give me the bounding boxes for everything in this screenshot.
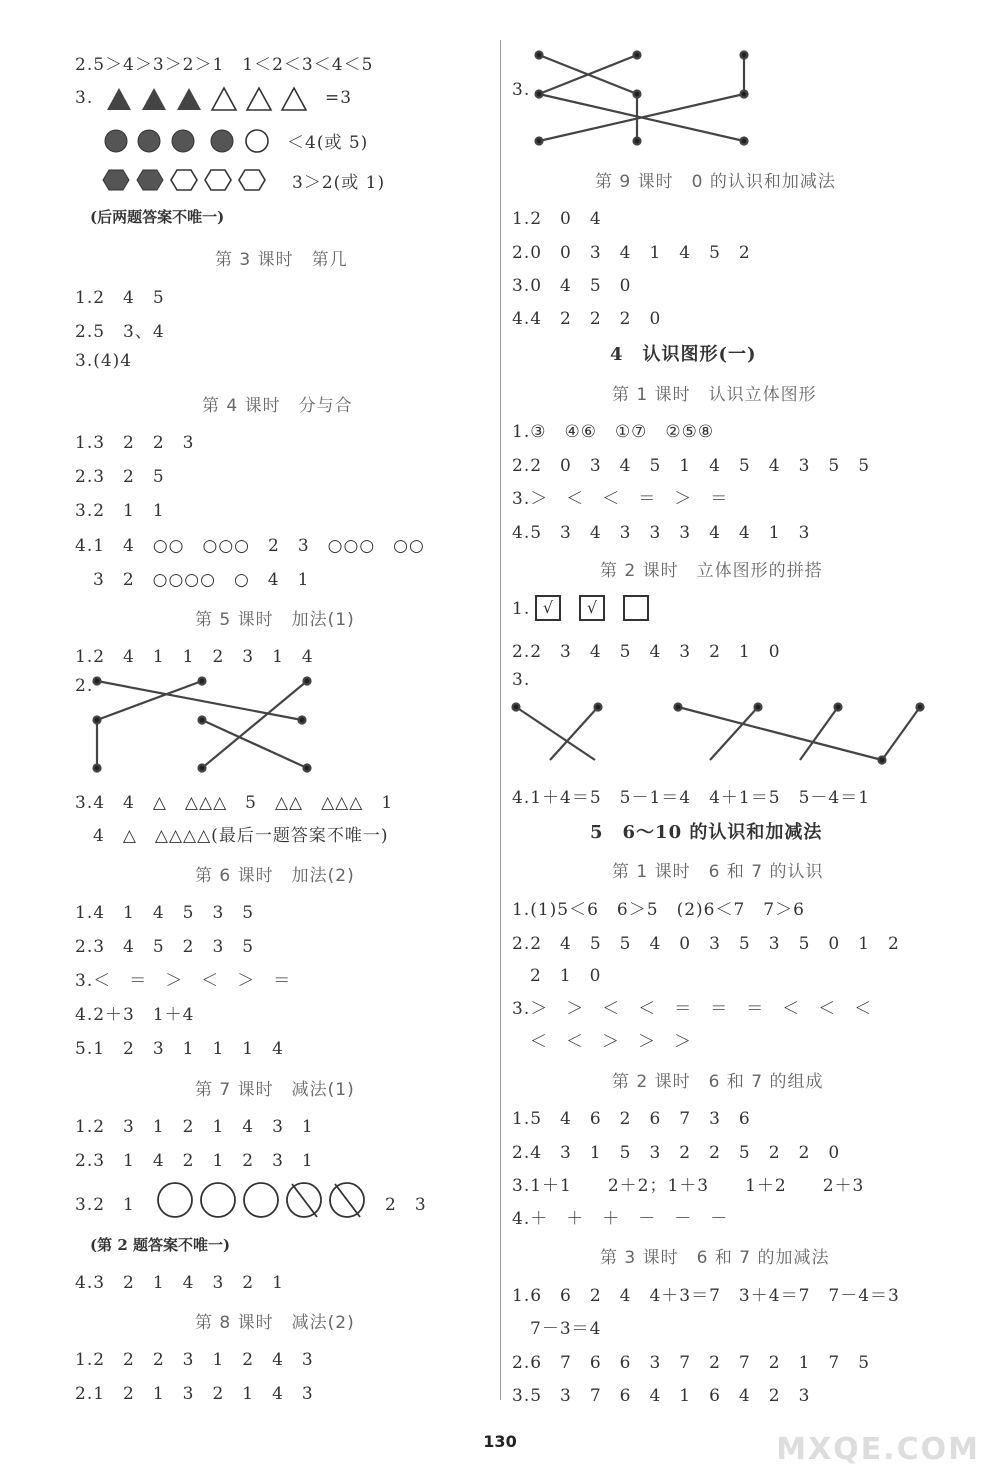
chapter-title: 4 认识图形(一) [610, 344, 757, 365]
chapter-title: 5 6～10 的认识和加减法 [590, 822, 823, 843]
lesson-heading: 第 2 课时 6 和 7 的组成 [612, 1072, 824, 1092]
answer-line: 2.3 4 5 2 3 5 [75, 937, 255, 957]
circle-row [103, 128, 273, 156]
triangle-row [105, 86, 305, 112]
lesson-heading: 第 6 课时 加法(2) [195, 866, 355, 886]
checkbox-group [535, 595, 667, 621]
answer-line: 2.3 2 5 [75, 467, 165, 487]
answer-line: 2.3 1 4 2 1 2 3 1 [75, 1151, 314, 1171]
lesson-heading: 第 1 课时 6 和 7 的认识 [612, 862, 824, 882]
answer-line: 3.＞ ＞ ＜ ＜ ＝ ＝ ＝ ＜ ＜ ＜ [512, 999, 873, 1019]
answer-value: 3＞2(或 1) [292, 173, 386, 193]
matching-diagram [510, 700, 930, 770]
answer-line: 5.1 2 3 1 1 1 4 [75, 1039, 284, 1059]
answer-line: 1.2 0 4 [512, 209, 602, 229]
answer-line: 4.3 2 1 4 3 2 1 [75, 1273, 284, 1293]
answer-line: 3.1＋1 2＋2；1＋3 1＋2 2＋3 [512, 1176, 865, 1196]
lesson-heading: 第 4 课时 分与合 [202, 396, 353, 416]
answer-line: 2.5 3、4 [75, 322, 165, 342]
matching-diagram [532, 48, 757, 150]
answer-line: 1.6 6 2 4 4＋3＝7 3＋4＝7 7－4＝3 [512, 1286, 900, 1306]
lesson-heading: 第 8 课时 减法(2) [195, 1313, 355, 1333]
answer-line: 1.③ ④⑥ ①⑦ ②⑤⑧ [512, 422, 715, 442]
answer-value: 2 3 [385, 1195, 427, 1215]
answer-line: 2.2 4 5 5 4 0 3 5 3 5 0 1 2 [512, 934, 900, 954]
answer-line: 3.0 4 5 0 [512, 276, 632, 296]
answer-line: ＜ ＜ ＞ ＞ ＞ [512, 1032, 692, 1052]
answer-line: 2.5＞4＞3＞2＞1 1＜2＜3＜4＜5 [75, 55, 374, 75]
answer-line: 1.4 1 4 5 3 5 [75, 903, 255, 923]
watermark: MXQE.COM [776, 1432, 980, 1467]
answer-line: 3.＞ ＜ ＜ ＝ ＞ ＝ [512, 489, 729, 509]
answer-line: 4.1 4 ○○ ○○○ 2 3 ○○○ ○○ [75, 536, 425, 556]
checkbox: √ [535, 595, 561, 621]
answer-line: 3.5 3 7 6 4 1 6 4 2 3 [512, 1386, 811, 1406]
answer-line: 1.2 2 2 3 1 2 4 3 [75, 1350, 314, 1370]
lesson-heading: 第 5 课时 加法(1) [195, 610, 355, 630]
answer-label: 3. [75, 88, 94, 108]
lesson-heading: 第 9 课时 0 的认识和加减法 [595, 172, 836, 192]
lesson-heading: 第 7 课时 减法(1) [195, 1080, 355, 1100]
column-divider [500, 40, 501, 1400]
answer-line: 1.(1)5＜6 6＞5 (2)6＜7 7＞6 [512, 900, 805, 920]
answer-line: 1.2 4 5 [75, 288, 165, 308]
lesson-heading: 第 1 课时 认识立体图形 [612, 385, 817, 405]
answer-line: 2.4 3 1 5 3 2 2 5 2 2 0 [512, 1143, 841, 1163]
answer-line: 2.2 0 3 4 5 1 4 5 4 3 5 5 [512, 456, 871, 476]
circle-diagram [155, 1180, 375, 1220]
note: (后两题答案不唯一) [90, 208, 225, 226]
answer-line: 7－3＝4 [512, 1319, 602, 1339]
checkbox [623, 595, 649, 621]
answer-line: 1.3 2 2 3 [75, 433, 195, 453]
answer-line: 2 1 0 [512, 966, 602, 986]
answer-line: 4.1＋4＝5 5－1＝4 4＋1＝5 5－4＝1 [512, 788, 871, 808]
answer-value: =3 [325, 88, 353, 108]
answer-value: ＜4(或 5) [287, 133, 369, 153]
answer-line: 3.(4)4 [75, 351, 133, 371]
answer-line: 2.1 2 1 3 2 1 4 3 [75, 1384, 314, 1404]
lesson-heading: 第 3 课时 6 和 7 的加减法 [600, 1248, 830, 1268]
answer-line: 1.2 3 1 2 1 4 3 1 [75, 1117, 314, 1137]
answer-label: 3. [512, 80, 531, 100]
answer-line: 1.2 4 1 1 2 3 1 4 [75, 647, 314, 667]
lesson-heading: 第 2 课时 立体图形的拼搭 [600, 561, 823, 581]
answer-line: 4.4 2 2 2 0 [512, 309, 662, 329]
answer-line: 4 △ △△△△(最后一题答案不唯一) [75, 826, 389, 846]
answer-line: 2.2 3 4 5 4 3 2 1 0 [512, 642, 781, 662]
answer-line: 3 2 ○○○○ ○ 4 1 [75, 570, 310, 590]
checkbox: √ [579, 595, 605, 621]
answer-label: 2. [75, 676, 94, 696]
answer-line: 3.＜ ＝ ＞ ＜ ＞ ＝ [75, 971, 292, 991]
answer-line: 3.4 4 △ △△△ 5 △△ △△△ 1 [75, 793, 394, 813]
note: (第 2 题答案不唯一) [90, 1236, 231, 1254]
answer-line: 1.5 4 6 2 6 7 3 6 [512, 1109, 751, 1129]
answer-line: 4.＋ ＋ ＋ － － － [512, 1209, 729, 1229]
answer-line: 4.2＋3 1＋4 [75, 1005, 195, 1025]
answer-label: 1. [512, 599, 531, 619]
hexagon-row [103, 168, 273, 194]
answer-line: 3.2 1 1 [75, 501, 165, 521]
page-number: 130 [483, 1432, 517, 1451]
matching-diagram [90, 675, 320, 775]
answer-label: 3. [512, 670, 531, 690]
answer-line: 4.5 3 4 3 3 3 4 4 1 3 [512, 523, 811, 543]
lesson-heading: 第 3 课时 第几 [215, 250, 348, 270]
answer-line: 2.6 7 6 6 3 7 2 7 2 1 7 5 [512, 1353, 871, 1373]
answer-line: 3.2 1 [75, 1195, 135, 1215]
answer-line: 2.0 0 3 4 1 4 5 2 [512, 243, 751, 263]
